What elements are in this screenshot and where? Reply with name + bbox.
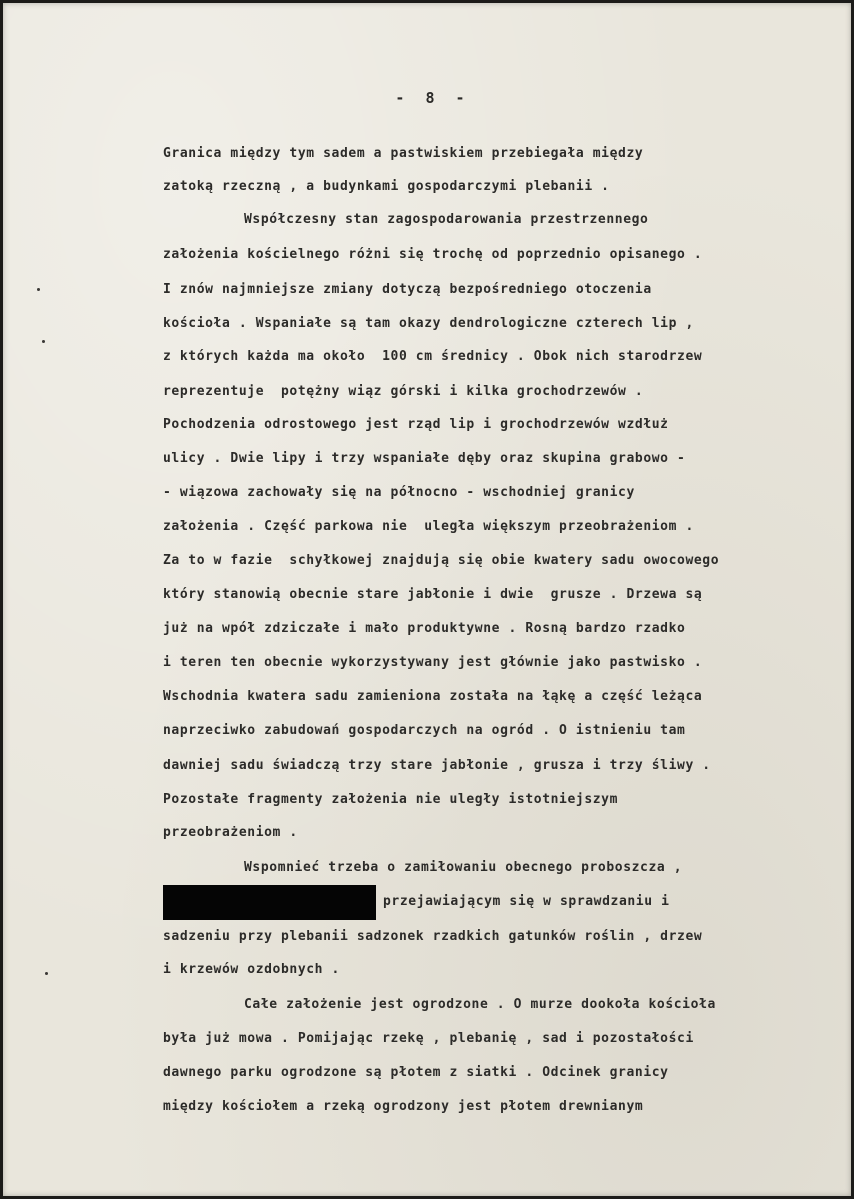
text-line: z których każda ma około 100 cm średnicy . Obok nich starodrzew [163,349,703,364]
document-page [3,3,851,1196]
text-line: Pozostałe fragmenty założenia nie uległy istotniejszym [163,792,619,807]
text-line: dawnego parku ogrodzone są płotem z siatki . Odcinek granicy [163,1065,669,1080]
text-line: Granica między tym sadem a pastwiskiem przebiegała między [163,146,644,161]
text-line: - wiązowa zachowały się na północno - wschodniej granicy [163,485,635,500]
text-line: dawniej sadu świadczą trzy stare jabłonie , grusza i trzy śliwy . [163,758,711,773]
margin-mark [45,972,48,975]
text-line: założenia kościelnego różni się trochę od poprzednio opisanego . [163,247,703,262]
text-line: Współczesny stan zagospodarowania przestrzennego [244,212,649,227]
text-line: naprzeciwko zabudowań gospodarczych na ogród . O istnieniu tam [163,723,686,738]
page-number: - 8 - [395,89,471,107]
text-line: ulicy . Dwie lipy i trzy wspaniałe dęby oraz skupina grabowo - [163,451,686,466]
text-line: Wschodnia kwatera sadu zamieniona została na łąkę a część leżąca [163,689,703,704]
text-line: Wspomnieć trzeba o zamiłowaniu obecnego proboszcza , [244,860,683,875]
text-line: przejawiającym się w sprawdzaniu i [383,894,670,909]
margin-mark [37,288,40,291]
text-line: Całe założenie jest ogrodzone . O murze dookoła kościoła [244,997,716,1012]
text-line: założenia . Część parkowa nie uległa większym przeobrażeniom . [163,519,694,534]
text-line: sadzeniu przy plebanii sadzonek rzadkich gatunków roślin , drzew [163,929,703,944]
text-line: między kościołem a rzeką ogrodzony jest płotem drewnianym [163,1099,644,1114]
text-line: reprezentuje potężny wiąz górski i kilka grochodrzewów . [163,384,644,399]
text-line: Pochodzenia odrostowego jest rząd lip i grochodrzewów wzdłuż [163,417,669,432]
text-line: i krzewów ozdobnych . [163,962,340,977]
text-line: który stanowią obecnie stare jabłonie i dwie grusze . Drzewa są [163,587,703,602]
margin-mark [42,340,45,343]
text-line: już na wpół zdziczałe i mało produktywne . Rosną bardzo rzadko [163,621,686,636]
text-line: przeobrażeniom . [163,825,298,840]
text-line: I znów najmniejsze zmiany dotyczą bezpośredniego otoczenia [163,282,652,297]
text-line: była już mowa . Pomijając rzekę , plebanię , sad i pozostałości [163,1031,694,1046]
text-line: i teren ten obecnie wykorzystywany jest głównie jako pastwisko . [163,655,703,670]
text-line: kościoła . Wspaniałe są tam okazy dendrologiczne czterech lip , [163,316,694,331]
text-line: zatoką rzeczną , a budynkami gospodarczymi plebanii . [163,179,610,194]
redaction-box [163,885,376,920]
text-line: Za to w fazie schyłkowej znajdują się obie kwatery sadu owocowego [163,553,720,568]
